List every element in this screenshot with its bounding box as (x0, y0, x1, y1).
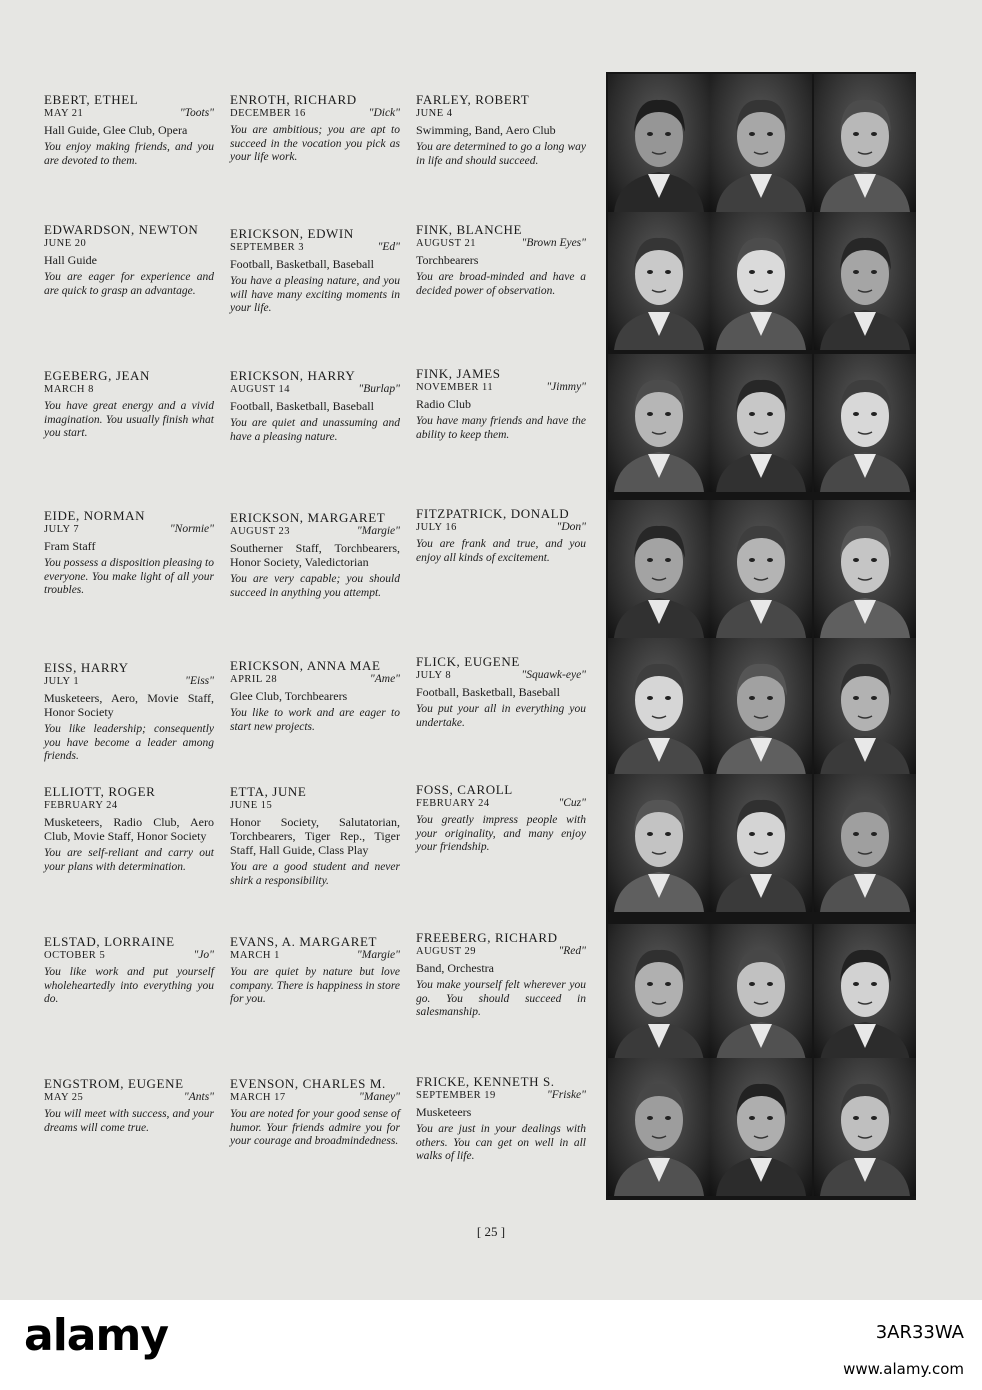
birthday: JULY 16 (416, 522, 457, 533)
student-first-name: JEAN (115, 368, 151, 383)
nickname: "Brown Eyes" (521, 237, 586, 249)
nickname: "Eiss" (185, 675, 214, 687)
nickname: "Normie" (169, 523, 214, 535)
student-name (44, 660, 214, 675)
student-name (44, 934, 214, 949)
student-portrait (608, 774, 710, 912)
student-name (230, 92, 400, 107)
student-portrait (710, 500, 812, 638)
student-entry (416, 366, 586, 442)
student-entry (416, 1074, 586, 1164)
student-first-name: NORMAN (83, 508, 146, 523)
birthday-line (230, 383, 400, 396)
student-first-name: EUGENE (464, 654, 520, 669)
student-last-name: FINK, (416, 222, 453, 237)
birthday: JULY 1 (44, 676, 80, 687)
student-entry (44, 660, 214, 764)
student-portrait (814, 74, 916, 212)
student-name (230, 784, 400, 799)
nickname: "Don" (556, 521, 586, 533)
student-name (416, 222, 586, 237)
activities: Football, Basketball, Baseball (230, 399, 374, 413)
alamy-logo: alamy (24, 1310, 168, 1361)
student-last-name: ERICKSON, (230, 658, 304, 673)
student-last-name: ERICKSON, (230, 510, 304, 525)
student-last-name: ELSTAD, (44, 934, 101, 949)
student-last-name: ELLIOTT, (44, 784, 105, 799)
student-portrait (710, 74, 812, 212)
student-name (44, 784, 214, 799)
student-first-name: CHARLES M. (302, 1076, 386, 1091)
motto: You are broad-minded and have a decided power of observation. (416, 271, 586, 297)
birthday-line (416, 107, 586, 120)
nickname: "Margie" (356, 949, 400, 961)
birthday: FEBRUARY 24 (44, 800, 118, 811)
student-last-name: EISS, (44, 660, 77, 675)
student-first-name: KENNETH S. (473, 1074, 555, 1089)
student-last-name: EBERT, (44, 92, 91, 107)
birthday-line (230, 525, 400, 538)
birthday-line (416, 521, 586, 534)
birthday-line (44, 237, 214, 250)
student-first-name: EDWIN (307, 226, 354, 241)
student-last-name: ETTA, (230, 784, 269, 799)
motto: You are eager for experience and are quick to grasp an advantage. (44, 271, 214, 297)
birthday: MARCH 1 (230, 950, 280, 961)
student-portrait (608, 1058, 710, 1196)
birthday-line (230, 107, 400, 120)
motto: You enjoy making friends, and you are devoted to them. (44, 141, 214, 167)
student-name (230, 226, 400, 241)
student-last-name: FINK, (416, 366, 453, 381)
birthday: MARCH 8 (44, 384, 94, 395)
activities: Band, Orchestra (416, 961, 494, 975)
student-entry (44, 934, 214, 1007)
student-portrait (608, 924, 710, 1062)
student-entry (230, 658, 400, 734)
nickname: "Red" (558, 945, 586, 957)
motto: You are quiet by nature but love company. There is happiness in store for you. (230, 966, 400, 1005)
student-last-name: FREEBERG, (416, 930, 492, 945)
student-first-name: ROBERT (475, 92, 530, 107)
nickname: "Squawk-eye" (521, 669, 586, 681)
student-name (416, 654, 586, 669)
student-last-name: FLICK, (416, 654, 461, 669)
student-portrait (814, 638, 916, 776)
student-last-name: EVENSON, (230, 1076, 299, 1091)
birthday: JUNE 15 (230, 800, 273, 811)
birthday: OCTOBER 5 (44, 950, 106, 961)
motto: You are ambitious; you are apt to succeed in the vocation you pick as your life work. (230, 124, 400, 163)
motto: You like work and put yourself wholeheartedly into everything you do. (44, 966, 214, 1005)
student-last-name: FOSS, (416, 782, 454, 797)
student-first-name: NEWTON (138, 222, 199, 237)
student-name (44, 508, 214, 523)
student-entry (230, 784, 400, 888)
student-last-name: EDWARDSON, (44, 222, 135, 237)
student-entry (230, 368, 400, 444)
student-name (416, 782, 586, 797)
birthday: SEPTEMBER 3 (230, 242, 305, 253)
birthday-line (44, 675, 214, 688)
nickname: "Ants" (183, 1091, 214, 1103)
motto: You are noted for your good sense of humor. Your friends admire you for your courage and broadmindedness. (230, 1108, 400, 1147)
student-portrait (608, 74, 710, 212)
student-entry (416, 930, 586, 1020)
student-entry (44, 222, 214, 298)
birthday: JUNE 4 (416, 108, 453, 119)
activities: Football, Basketball, Baseball (416, 685, 560, 699)
birthday-line (416, 381, 586, 394)
student-portrait (814, 354, 916, 492)
student-last-name: ENGSTROM, (44, 1076, 125, 1091)
activities: Musketeers, Radio Club, Aero Club, Movie Staff, Honor Society (44, 815, 214, 843)
student-portrait (608, 354, 710, 492)
birthday-line (230, 241, 400, 254)
student-portrait (710, 924, 812, 1062)
motto: You will meet with success, and your dreams will come true. (44, 1108, 214, 1134)
birthday-line (44, 949, 214, 962)
birthday-line (230, 673, 400, 686)
site-url: www.alamy.com (843, 1360, 964, 1378)
nickname: "Burlap" (358, 383, 400, 395)
student-name (230, 368, 400, 383)
student-last-name: EIDE, (44, 508, 80, 523)
student-portrait (710, 354, 812, 492)
student-last-name: FITZPATRICK, (416, 506, 507, 521)
student-name (230, 934, 400, 949)
student-last-name: ENROTH, (230, 92, 291, 107)
student-entry (230, 92, 400, 165)
student-last-name: FRICKE, (416, 1074, 470, 1089)
student-name (44, 222, 214, 237)
student-entry (230, 1076, 400, 1149)
birthday: MAY 25 (44, 1092, 84, 1103)
student-name (230, 510, 400, 525)
birthday-line (416, 945, 586, 958)
activities: Southerner Staff, Torchbearers, Honor Society, Valedictorian (230, 541, 400, 569)
birthday: AUGUST 21 (416, 238, 477, 249)
student-portrait (710, 638, 812, 776)
birthday: AUGUST 23 (230, 526, 291, 537)
stock-id: 3AR33WA (875, 1322, 964, 1343)
birthday-line (44, 1091, 214, 1104)
motto: You are frank and true, and you enjoy all kinds of excitement. (416, 538, 586, 564)
student-first-name: ETHEL (94, 92, 139, 107)
student-first-name: RICHARD (494, 930, 558, 945)
motto: You are quiet and unassuming and have a pleasing nature. (230, 417, 400, 443)
student-entry (416, 92, 586, 168)
student-portrait (608, 638, 710, 776)
activities: Musketeers, Aero, Movie Staff, Honor Society (44, 691, 214, 719)
birthday-line (44, 523, 214, 536)
student-name (416, 1074, 586, 1089)
student-first-name: HARRY (80, 660, 129, 675)
birthday: MAY 21 (44, 108, 84, 119)
student-entry (230, 510, 400, 600)
motto: You like leadership; consequently you have become a leader among friends. (44, 723, 214, 762)
motto: You put your all in everything you undertake. (416, 703, 586, 729)
student-first-name: DONALD (510, 506, 570, 521)
student-last-name: EVANS, (230, 934, 279, 949)
birthday: JULY 8 (416, 670, 452, 681)
motto: You are a good student and never shirk a responsibility. (230, 861, 400, 887)
student-name (416, 92, 586, 107)
student-entry (44, 784, 214, 874)
student-entry (230, 934, 400, 1007)
student-portrait (814, 924, 916, 1062)
nickname: "Jimmy" (546, 381, 586, 393)
motto: You are self-reliant and carry out your plans with determination. (44, 847, 214, 873)
activities: Hall Guide, Glee Club, Opera (44, 123, 188, 137)
motto: You possess a disposition pleasing to everyone. You make light of all your troubles. (44, 557, 214, 596)
page-number: [ 25 ] (476, 1224, 506, 1239)
activities: Torchbearers (416, 253, 479, 267)
student-entry (416, 782, 586, 855)
student-last-name: ERICKSON, (230, 226, 304, 241)
student-portrait (608, 212, 710, 350)
student-first-name: JUNE (272, 784, 307, 799)
motto: You have a pleasing nature, and you will have many exciting moments in your life. (230, 275, 400, 314)
birthday: JUNE 20 (44, 238, 87, 249)
student-portrait (814, 774, 916, 912)
portrait-grid (606, 72, 916, 1200)
motto: You like to work and are eager to start new projects. (230, 707, 400, 733)
motto: You are just in your dealings with others. You can get on well in all walks of life. (416, 1123, 586, 1162)
nickname: "Cuz" (558, 797, 586, 809)
student-last-name: FARLEY, (416, 92, 472, 107)
student-entry (416, 654, 586, 730)
motto: You greatly impress people with your originality, and many enjoy your friendship. (416, 814, 586, 853)
birthday-line (44, 799, 214, 812)
student-entry (44, 1076, 214, 1135)
birthday: FEBRUARY 24 (416, 798, 490, 809)
nickname: "Maney" (359, 1091, 400, 1103)
student-first-name: HARRY (307, 368, 356, 383)
nickname: "Dick" (368, 107, 400, 119)
student-last-name: EGEBERG, (44, 368, 112, 383)
activities: Hall Guide (44, 253, 97, 267)
activities: Musketeers (416, 1105, 472, 1119)
activities: Honor Society, Salutatorian, Torchbearers, Tiger Rep., Tiger Staff, Hall Guide, Class Play (230, 815, 400, 857)
student-name (44, 92, 214, 107)
birthday: DECEMBER 16 (230, 108, 306, 119)
birthday-line (230, 949, 400, 962)
student-name (230, 658, 400, 673)
student-portrait (710, 212, 812, 350)
student-name (416, 366, 586, 381)
birthday: AUGUST 29 (416, 946, 477, 957)
student-first-name: MARGARET (307, 510, 386, 525)
student-portrait (608, 500, 710, 638)
student-name (44, 368, 214, 383)
nickname: "Friske" (546, 1089, 586, 1101)
student-first-name: BLANCHE (456, 222, 523, 237)
student-last-name: ERICKSON, (230, 368, 304, 383)
student-portrait (814, 500, 916, 638)
motto: You are very capable; you should succeed in anything you attempt. (230, 573, 400, 599)
birthday-line (416, 797, 586, 810)
student-name (416, 506, 586, 521)
student-portrait (710, 1058, 812, 1196)
activities: Radio Club (416, 397, 472, 411)
student-entry (416, 222, 586, 298)
nickname: "Ame" (369, 673, 400, 685)
birthday-line (416, 669, 586, 682)
motto: You have great energy and a vivid imagination. You usually finish what you start. (44, 400, 214, 439)
student-first-name: LORRAINE (104, 934, 175, 949)
birthday-line (44, 107, 214, 120)
birthday: SEPTEMBER 19 (416, 1090, 496, 1101)
nickname: "Toots" (179, 107, 214, 119)
student-entry (44, 368, 214, 441)
birthday: JULY 7 (44, 524, 80, 535)
activities: Swimming, Band, Aero Club (416, 123, 556, 137)
birthday: APRIL 28 (230, 674, 278, 685)
student-portrait (710, 774, 812, 912)
student-first-name: RICHARD (294, 92, 357, 107)
birthday: NOVEMBER 11 (416, 382, 494, 393)
motto: You have many friends and have the ability to keep them. (416, 415, 586, 441)
birthday-line (230, 799, 400, 812)
student-name (416, 930, 586, 945)
nickname: "Margie" (356, 525, 400, 537)
birthday: AUGUST 14 (230, 384, 291, 395)
student-entry (44, 508, 214, 598)
activities: Glee Club, Torchbearers (230, 689, 348, 703)
activities: Football, Basketball, Baseball (230, 257, 374, 271)
student-name (230, 1076, 400, 1091)
student-first-name: ANNA MAE (306, 658, 381, 673)
student-first-name: ROGER (108, 784, 156, 799)
student-entry (44, 92, 214, 168)
student-first-name: JAMES (456, 366, 501, 381)
birthday-line (416, 237, 586, 250)
student-name (44, 1076, 214, 1091)
birthday: MARCH 17 (230, 1092, 286, 1103)
activities: Fram Staff (44, 539, 96, 553)
student-portrait (814, 1058, 916, 1196)
nickname: "Jo" (193, 949, 214, 961)
student-entry (416, 506, 586, 565)
birthday-line (44, 383, 214, 396)
student-first-name: A. MARGARET (281, 934, 378, 949)
birthday-line (416, 1089, 586, 1102)
student-portrait (814, 212, 916, 350)
motto: You are determined to go a long way in life and should succeed. (416, 141, 586, 167)
student-first-name: CAROLL (457, 782, 513, 797)
nickname: "Ed" (377, 241, 400, 253)
motto: You make yourself felt wherever you go. You should succeed in salesmanship. (416, 979, 586, 1018)
birthday-line (230, 1091, 400, 1104)
student-entry (230, 226, 400, 316)
student-first-name: EUGENE (128, 1076, 184, 1091)
